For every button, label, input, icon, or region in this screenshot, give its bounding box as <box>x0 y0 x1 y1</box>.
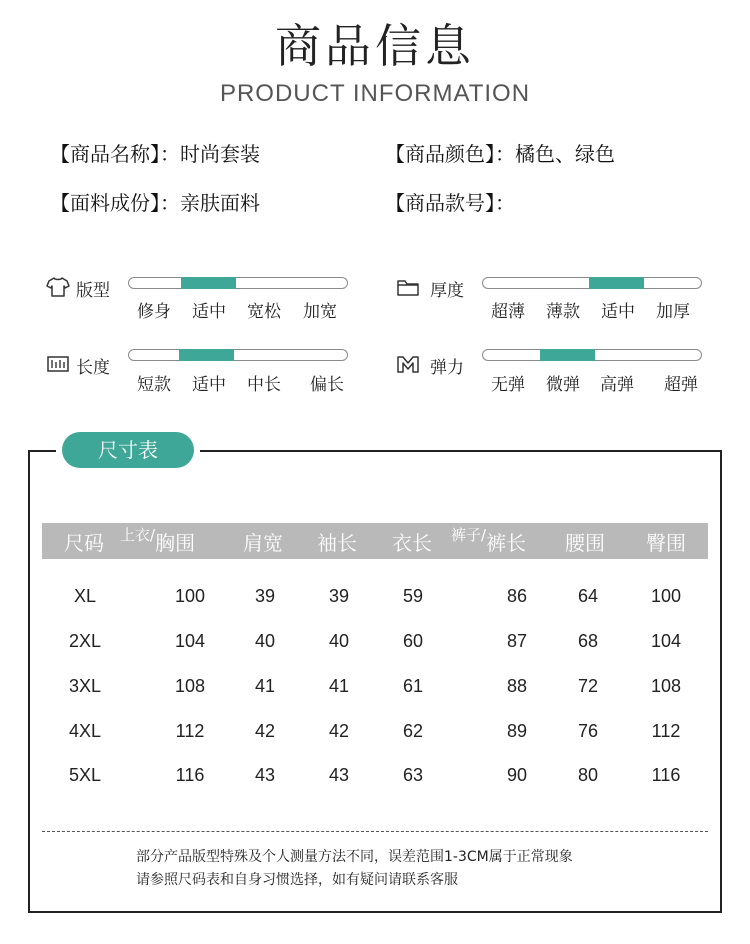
table-cell: 60 <box>402 631 424 651</box>
elastic-icon <box>396 353 420 375</box>
header-pants-tag: 裤子 <box>451 526 482 544</box>
size-table-title: 尺寸表 <box>62 432 194 468</box>
table-cell: 76 <box>577 721 599 741</box>
fit-option: 宽松 <box>247 302 281 322</box>
page-subtitle: PRODUCT INFORMATION <box>219 80 531 107</box>
header-pants-length: 裤长 <box>486 531 527 555</box>
product-model: 【商品款号】： <box>385 191 515 215</box>
table-cell: 42 <box>254 721 276 741</box>
attr-thickness-label: 厚度 <box>430 281 464 301</box>
fit-bar <box>128 277 348 289</box>
header-sleeve: 袖长 <box>317 531 357 555</box>
length-option: 适中 <box>192 375 226 395</box>
table-cell: 108 <box>174 676 206 696</box>
size-cell: 5XL <box>68 765 102 785</box>
divider <box>42 831 708 832</box>
page-title: 商品信息 <box>275 19 475 73</box>
table-cell: 116 <box>651 765 681 785</box>
header-top-tag: 上衣 <box>120 526 151 544</box>
table-cell: 41 <box>328 676 350 696</box>
length-option: 中长 <box>247 375 281 395</box>
thickness-option: 超薄 <box>491 302 525 322</box>
product-name: 【商品名称】：时尚套装 <box>50 142 260 166</box>
table-cell: 87 <box>506 631 528 651</box>
table-cell: 100 <box>174 586 206 606</box>
table-cell: 39 <box>254 586 276 606</box>
header-pants-group <box>451 523 526 559</box>
attr-elasticity-label: 弹力 <box>430 358 464 378</box>
table-cell: 80 <box>577 765 599 785</box>
thickness-bar-fill <box>589 277 644 289</box>
header-size: 尺码 <box>64 531 104 555</box>
elasticity-bar <box>482 349 702 361</box>
fit-option: 适中 <box>192 302 226 322</box>
header-waist: 腰围 <box>565 531 605 555</box>
elasticity-bar-fill <box>540 349 595 361</box>
thickness-option: 适中 <box>601 302 635 322</box>
fit-option: 修身 <box>137 302 171 322</box>
size-cell: 2XL <box>68 631 102 651</box>
fit-option: 加宽 <box>303 302 337 322</box>
table-cell: 100 <box>650 586 682 606</box>
header-hip: 臀围 <box>646 531 686 555</box>
size-cell: XL <box>73 586 97 606</box>
elasticity-option: 微弹 <box>546 375 580 395</box>
table-cell: 104 <box>650 631 682 651</box>
table-cell: 42 <box>328 721 350 741</box>
table-cell: 59 <box>402 586 424 606</box>
length-option: 短款 <box>137 375 171 395</box>
thickness-option: 薄款 <box>546 302 580 322</box>
size-cell: 3XL <box>68 676 102 696</box>
table-cell: 88 <box>506 676 528 696</box>
size-table-header <box>42 523 708 559</box>
table-cell: 39 <box>328 586 350 606</box>
table-cell: 89 <box>506 721 528 741</box>
product-fabric: 【面料成份】：亲肤面料 <box>50 191 260 215</box>
header-slash: / <box>481 526 487 544</box>
table-cell: 68 <box>577 631 599 651</box>
note-line-1: 部分产品版型特殊及个人测量方法不同，误差范围1-3CM属于正常现象 <box>136 849 573 865</box>
elasticity-option: 超弹 <box>664 375 698 395</box>
elasticity-option: 高弹 <box>600 375 634 395</box>
table-cell: 112 <box>175 721 205 741</box>
table-cell: 90 <box>506 765 528 785</box>
tshirt-icon <box>46 276 70 298</box>
table-cell: 40 <box>328 631 350 651</box>
thickness-option: 加厚 <box>656 302 690 322</box>
table-cell: 63 <box>402 765 424 785</box>
table-cell: 43 <box>254 765 276 785</box>
header-top-group <box>120 523 195 559</box>
attr-fit-label: 版型 <box>76 281 110 301</box>
table-cell: 104 <box>174 631 206 651</box>
elasticity-option: 无弹 <box>491 375 525 395</box>
table-cell: 62 <box>402 721 424 741</box>
header-chest: 胸围 <box>155 531 196 555</box>
product-color: 【商品颜色】：橘色、绿色 <box>385 142 615 166</box>
table-cell: 61 <box>402 676 424 696</box>
table-cell: 43 <box>328 765 350 785</box>
fit-bar-fill <box>181 277 236 289</box>
header-slash: / <box>150 526 156 544</box>
table-cell: 64 <box>577 586 599 606</box>
folder-icon <box>396 276 420 298</box>
table-cell: 40 <box>254 631 276 651</box>
ruler-icon <box>46 353 70 375</box>
attr-length-label: 长度 <box>76 358 110 378</box>
header-top-length: 衣长 <box>392 531 432 555</box>
length-option: 偏长 <box>310 375 344 395</box>
table-cell: 41 <box>254 676 276 696</box>
table-cell: 108 <box>650 676 682 696</box>
table-cell: 116 <box>175 765 205 785</box>
thickness-bar <box>482 277 702 289</box>
size-cell: 4XL <box>68 721 102 741</box>
header-shoulder: 肩宽 <box>243 531 283 555</box>
table-cell: 112 <box>651 721 681 741</box>
length-bar <box>128 349 348 361</box>
table-cell: 86 <box>506 586 528 606</box>
note-line-2: 请参照尺码表和自身习惯选择，如有疑问请联系客服 <box>136 872 458 888</box>
table-cell: 72 <box>577 676 599 696</box>
length-bar-fill <box>179 349 234 361</box>
